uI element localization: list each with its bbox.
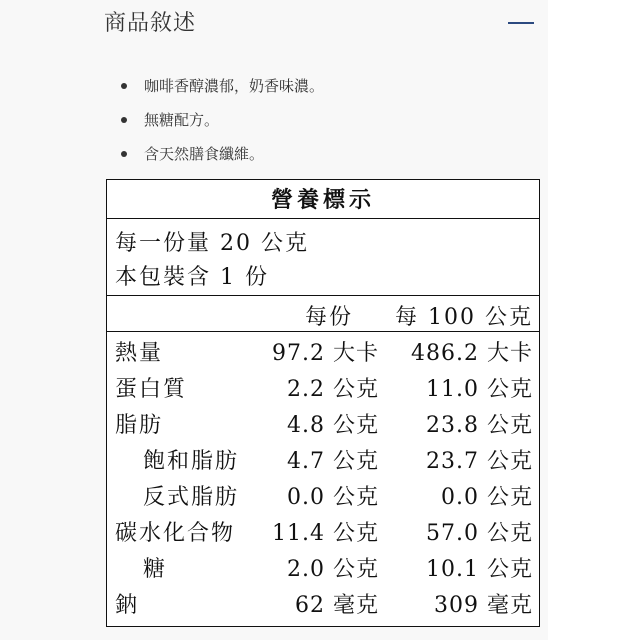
feature-item	[118, 72, 324, 106]
bullet-icon	[121, 117, 127, 123]
bullet-icon	[121, 151, 127, 157]
nutrient-row-protein	[107, 372, 539, 408]
feature-item	[118, 106, 324, 140]
feature-item	[118, 140, 324, 174]
per-100g-value: 23.8 公克	[426, 413, 533, 438]
nutrient-row-sodium	[107, 588, 539, 624]
minus-icon	[508, 22, 534, 24]
per-serving-value: 2.2 公克	[287, 377, 379, 402]
nutrition-title: 營養標示	[107, 180, 539, 219]
divider	[107, 295, 539, 296]
nutrient-row-sugar	[107, 552, 539, 588]
per-serving-value: 0.0 公克	[287, 485, 379, 510]
per-100g-value: 11.0 公克	[426, 377, 533, 402]
per-serving-value: 2.0 公克	[287, 557, 379, 582]
per-100g-value: 57.0 公克	[426, 521, 533, 546]
per-100g-value: 486.2 大卡	[411, 341, 533, 366]
per-serving-value: 4.8 公克	[287, 413, 379, 438]
bullet-icon	[121, 83, 127, 89]
per-100g-value: 309 毫克	[434, 593, 533, 618]
section-header	[104, 4, 534, 40]
nutrient-label: 飽和脂肪	[143, 449, 240, 474]
feature-text: 無糖配方。	[144, 111, 220, 129]
divider	[107, 331, 539, 332]
per-100g-value: 23.7 公克	[426, 449, 533, 474]
feature-list	[118, 72, 324, 174]
nutrition-facts-table	[106, 179, 540, 627]
feature-text: 含天然膳食纖維。	[144, 145, 265, 163]
per-100g-value: 10.1 公克	[426, 557, 533, 582]
nutrient-label: 蛋白質	[115, 377, 188, 402]
per-serving-value: 97.2 大卡	[272, 341, 379, 366]
feature-text: 咖啡香醇濃郁，奶香味濃。	[144, 77, 325, 95]
nutrient-label: 反式脂肪	[143, 485, 240, 510]
nutrient-row-calories	[107, 336, 539, 372]
nutrient-row-carbohydrate	[107, 516, 539, 552]
nutrient-label: 鈉	[115, 593, 140, 618]
nutrient-row-trans-fat	[107, 480, 539, 516]
column-header-per-100g: 每 100 公克	[395, 305, 533, 330]
per-serving-value: 11.4 公克	[272, 521, 379, 546]
nutrient-label: 碳水化合物	[115, 521, 236, 546]
nutrient-row-fat	[107, 408, 539, 444]
per-serving-value: 4.7 公克	[287, 449, 379, 474]
collapse-toggle-button[interactable]	[508, 16, 534, 30]
per-serving-value: 62 毫克	[295, 593, 379, 618]
nutrient-label: 脂肪	[115, 413, 164, 438]
per-100g-value: 0.0 公克	[441, 485, 533, 510]
nutrient-row-saturated-fat	[107, 444, 539, 480]
servings-per-pack: 本包裝含 1 份	[115, 265, 269, 290]
section-title: 商品敘述	[104, 11, 197, 36]
nutrient-label: 熱量	[115, 341, 164, 366]
column-header-per-serving: 每份	[304, 305, 353, 330]
serving-size: 每一份量 20 公克	[115, 231, 309, 256]
nutrient-label: 糖	[143, 557, 168, 582]
